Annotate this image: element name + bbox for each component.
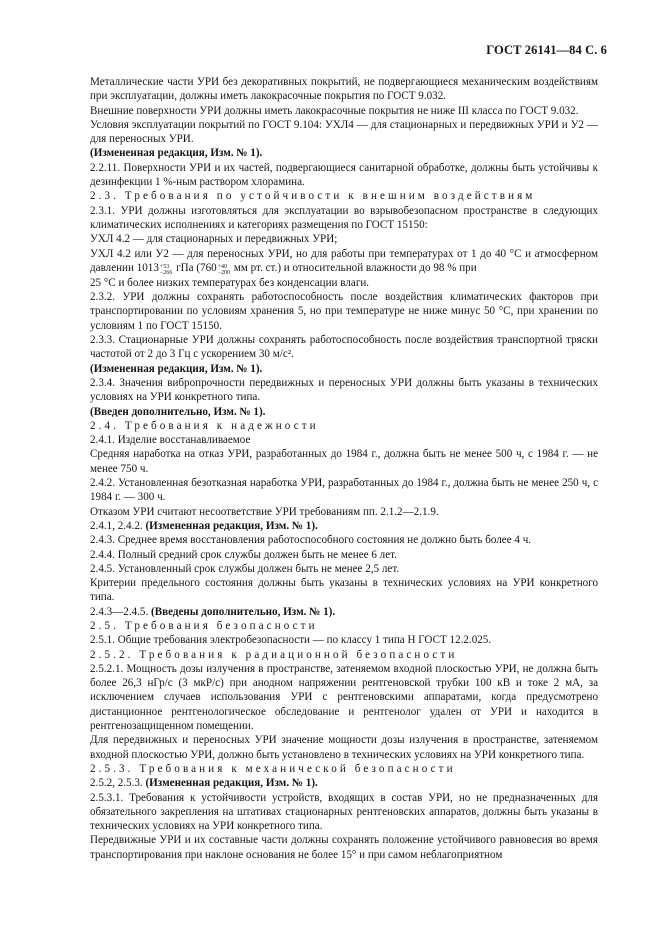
paragraph: Для передвижных и переносных УРИ значение мощности дозы излучения в пространстве, затеняемом входной плоскостью УРИ, должно быть установлено в технических условиях на УРИ конкретного типа. [90,734,598,761]
pressure-unit: гПа (760 [173,261,217,274]
pressure-tolerance [160,264,172,276]
paragraph: 2.3.4. Значения вибропрочности передвижных и переносных УРИ должны быть указаны в технических условиях на УРИ конкретного типа. [90,376,598,404]
paragraph: Отказом УРИ считают несоответствие УРИ требованиям пп. 2.1.2—2.1.9. [90,505,439,518]
paragraph-pressure [90,247,598,276]
paragraph: 2.3.1. УРИ должны изготовляться для эксплуатации во взрывобезопасном пространстве в следующих климатических исполнениях и категориях размещения по ГОСТ 15150: [90,204,598,231]
section-heading: 2.5.2. Требования к радиационной безопасности [90,648,458,661]
amendment-line [90,519,598,533]
amendment-ref: 2.4.1, 2.4.2. [90,519,146,532]
pressure-rest: мм рт. ст.) и относительной влажности до 98 % при [231,261,477,274]
page-header: ГОСТ 26141—84 С. 6 [486,43,607,57]
document-body [90,75,598,862]
section-heading: 2.3. Требования по устойчивости к внешним воздействиям [90,190,536,203]
amendment-note: (Измененная редакция, Изм. № 1). [90,362,263,375]
paragraph: 2.4.4. Полный средний срок службы должен быть не менее 6 лет. [90,548,397,561]
amendment-note: (Измененная редакция, Изм. № 1). [90,147,263,160]
paragraph: Средняя наработка на отказ УРИ, разработанных до 1984 г., должна быть не менее 500 ч, с 1984 г. — не менее 750 ч. [90,448,598,475]
amendment-note: (Измененная редакция, Изм. № 1). [145,777,318,790]
paragraph: Условия эксплуатации покрытий по ГОСТ 9.104: УХЛ4 — для стационарных и передвижных УРИ и У2 — для переносных УРИ. [90,118,598,146]
amendment-ref: 2.5.2, 2.5.3. [90,777,146,790]
paragraph: Критерии предельного состояния должны быть указаны в технических условиях на УРИ конкретного типа. [90,577,598,604]
paragraph: Передвижные УРИ и их составные части должны сохранять положение устойчивого равновесия во время транспортирования при наклоне основания не более 15° и при самом неблагоприятном [90,834,598,861]
paragraph: УХЛ 4.2 — для стационарных и передвижных УРИ; [90,233,338,246]
section-heading: 2.5. Требования безопасности [90,619,318,632]
paragraph: 2.5.2.1. Мощность дозы излучения в пространстве, затеняемом входной плоскостью УРИ, не должна быть более 26,3 нГр/с (3 мкР/с) при анодном напряжении рентгеновской трубки 100 кВ и токе 2 мА, за исключением случаев использования УРИ с рентгеновскими аппаратами, когда предусмотрено дистанционное рентгенологическое обследование и рентгенолог удален от УРИ и находится в рентгенозащищенном помещении. [90,662,598,733]
tolerance-lower: −200 [217,269,231,276]
amendment-ref: 2.4.3—2.4.5. [90,605,152,618]
paragraph: 2.2.11. Поверхности УРИ и их частей, подвергающиеся санитарной обработке, должны быть устойчивы к дезинфекции 1 %-ным раствором хлорамина. [90,161,598,189]
tolerance-lower: −266 [159,269,173,276]
paragraph: 2.4.3. Среднее время восстановления работоспособного состояния не должно быть более 4 ч. [90,534,532,547]
paragraph: 2.5.1. Общие требования электробезопасности — по классу 1 типа Н ГОСТ 12.2.025. [90,634,492,647]
paragraph: 2.4.5. Установленный срок службы должен быть не менее 2,5 лет. [90,562,400,575]
amendment-line [90,776,598,790]
paragraph: Металлические части УРИ без декоративных покрытий, не подвергающиеся механическим воздействиям при эксплуатации, должны иметь лакокрасочные покрытия по ГОСТ 9.032. [90,76,598,103]
mmhg-tolerance [218,264,230,276]
paragraph: 2.4.1. Изделие восстанавливаемое [90,434,251,447]
tolerance-upper: +40 [217,263,228,270]
pressure-text: УХЛ 4.2 или У2 — для переносных УРИ, но для работы при температурах от 1 до 40 °С и атмосферном давлении 1013 [90,247,598,274]
section-heading: 2.4. Требования к надежности [90,419,319,432]
paragraph: 2.3.2. УРИ должны сохранять работоспособность после воздействия климатических факторов при транспортировании по условиям хранения 5, но при температуре не ниже минус 50 °С, при хранении по условиям 1 по ГОСТ 15150. [90,291,598,332]
paragraph: 2.3.3. Стационарные УРИ должны сохранять работоспособность после воздействия транспортной тряски частотой от 2 до 3 Гц с ускорением 30 м/с². [90,334,598,361]
paragraph: 2.5.3.1. Требования к устойчивости устройств, входящих в состав УРИ, но не предназначенных для обязательного закрепления на штативах стационарных рентгеновских аппаратов, должны быть указаны в технических условиях на УРИ конкретного типа. [90,791,598,833]
paragraph: 25 °С и более низких температурах без конденсации влаги. [90,276,370,289]
amendment-note: (Измененная редакция, Изм. № 1). [145,519,318,532]
paragraph: 2.4.2. Установленная безотказная наработка УРИ, разработанных до 1984 г., должна быть не менее 250 ч, с 1984 г. — 300 ч. [90,477,598,504]
section-heading: 2.5.3. Требования к механической безопасности [90,762,456,775]
tolerance-upper: +53 [159,263,170,270]
amendment-line [90,605,598,619]
amendment-note: (Введены дополнительно, Изм. № 1). [151,605,336,618]
paragraph: Внешние поверхности УРИ должны иметь лакокрасочные покрытия не ниже III класса по ГОСТ 9.032. [90,104,579,117]
amendment-note: (Введен дополнительно, Изм. № 1). [90,405,266,418]
